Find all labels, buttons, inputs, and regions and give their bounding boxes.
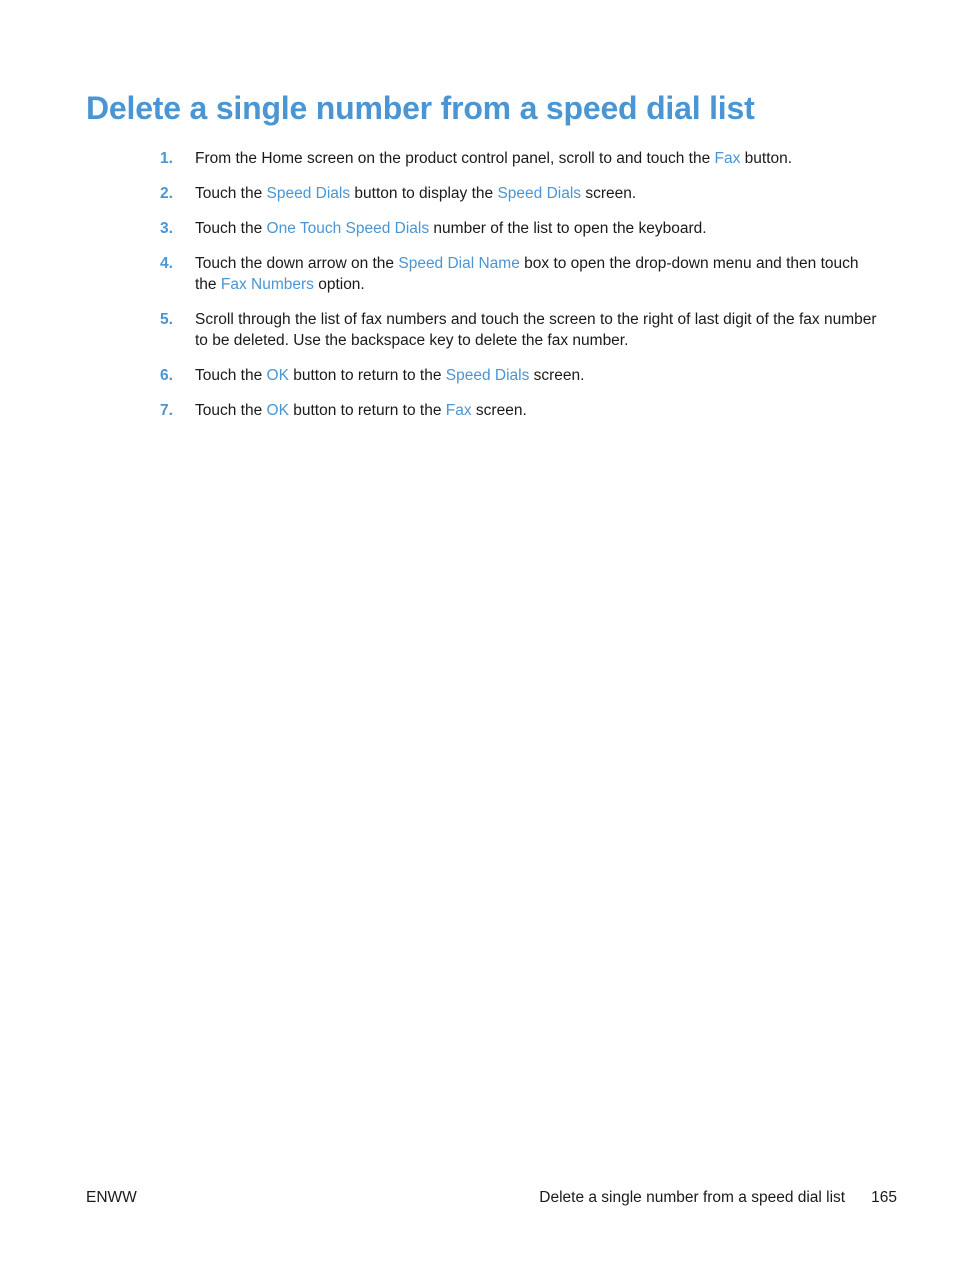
- step-text: option.: [313, 276, 365, 293]
- ui-term-reference: One Touch Speed Dials: [266, 220, 430, 237]
- step-text: button.: [740, 150, 793, 167]
- step-text: Touch the: [195, 220, 267, 237]
- step-item: [160, 365, 880, 386]
- step-item: [160, 400, 880, 421]
- step-number: 7.: [160, 402, 173, 419]
- step-text: screen.: [529, 367, 585, 384]
- footer-right: [539, 1189, 897, 1207]
- footer-section-title: Delete a single number from a speed dial list: [539, 1189, 846, 1206]
- step-text: screen.: [581, 185, 637, 202]
- ui-term-reference: Fax Numbers: [220, 276, 314, 293]
- ui-term-reference: Fax: [714, 150, 741, 167]
- step-number: 4.: [160, 255, 173, 272]
- step-text: Scroll through the list of fax numbers and touch the screen to the right of last digit of the fax number to be deleted. Use the backspace key to delete the fax number.: [195, 311, 877, 349]
- page-number: 165: [871, 1189, 897, 1206]
- step-text: button to display the: [350, 185, 498, 202]
- step-text: Touch the: [195, 402, 267, 419]
- step-number: 6.: [160, 367, 173, 384]
- step-number: 2.: [160, 185, 173, 202]
- step-text: button to return to the: [288, 402, 446, 419]
- ui-term-reference: Speed Dials: [266, 185, 351, 202]
- step-item: [160, 309, 880, 351]
- steps-list: [160, 148, 880, 435]
- step-text: screen.: [471, 402, 527, 419]
- step-text: button to return to the: [288, 367, 446, 384]
- step-number: 1.: [160, 150, 173, 167]
- step-text: Touch the: [195, 367, 267, 384]
- step-text: Touch the: [195, 185, 267, 202]
- step-text: box to open the drop-down menu and then touch the: [195, 255, 859, 293]
- step-item: [160, 218, 880, 239]
- footer-left-label: ENWW: [86, 1189, 137, 1206]
- step-item: [160, 253, 880, 295]
- ui-term-reference: OK: [266, 402, 289, 419]
- step-item: [160, 183, 880, 204]
- step-text: number of the list to open the keyboard.: [429, 220, 707, 237]
- step-number: 5.: [160, 311, 173, 328]
- ui-term-reference: Speed Dials: [445, 367, 530, 384]
- page-title: Delete a single number from a speed dial list: [86, 90, 755, 126]
- ui-term-reference: Speed Dial Name: [398, 255, 520, 272]
- step-item: [160, 148, 880, 169]
- step-text: From the Home screen on the product control panel, scroll to and touch the: [195, 150, 715, 167]
- ui-term-reference: Speed Dials: [497, 185, 582, 202]
- step-text: Touch the down arrow on the: [195, 255, 399, 272]
- ui-term-reference: OK: [266, 367, 289, 384]
- step-number: 3.: [160, 220, 173, 237]
- ui-term-reference: Fax: [445, 402, 472, 419]
